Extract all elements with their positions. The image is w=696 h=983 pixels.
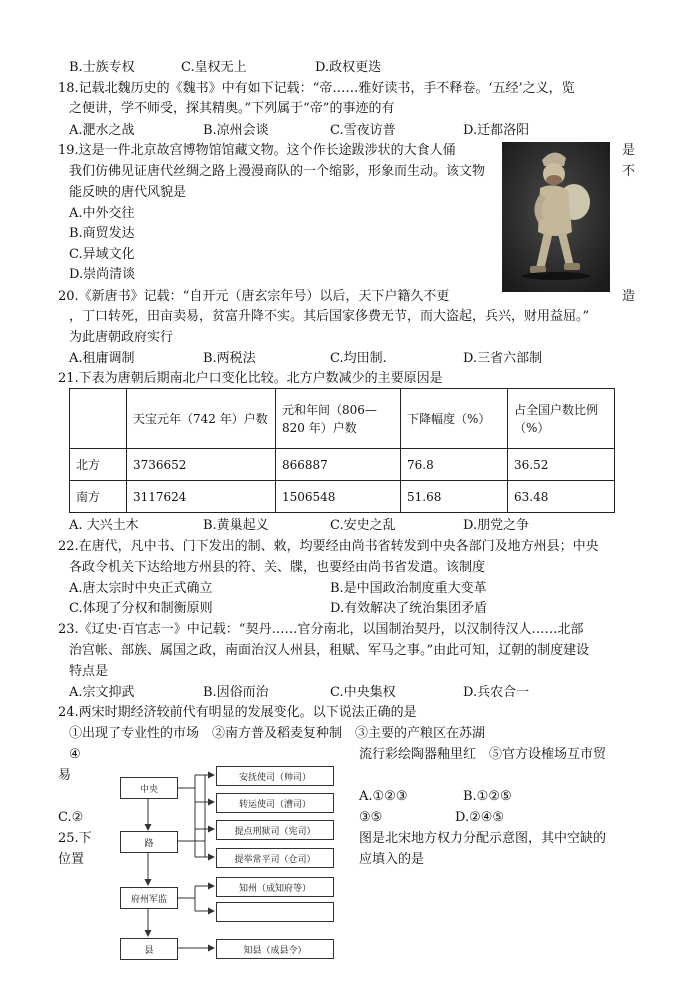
q20-line-3: 为此唐朝政府实行 <box>69 330 174 345</box>
diagram-box-tidian: 提点刑狱司（宪司） <box>216 820 334 840</box>
q24-line-1: 24.两宋时期经济较前代有明显的发展变化。以下说法正确的是 <box>58 705 417 720</box>
q20-option-c: C.均田制. <box>330 351 387 366</box>
q24-option-d: D.②④⑤ <box>455 810 505 825</box>
q17-option-d: D.政权更迭 <box>315 60 382 75</box>
diagram-box-lu: 路 <box>120 831 178 853</box>
table-cell: 36.52 <box>508 449 615 481</box>
q23-line-2: 治宫帐、部族、属国之政，南面治汉人州县，租赋、军马之事。”由此可知，辽朝的制度建设 <box>69 643 590 658</box>
table-header-cell: 天宝元年（742 年）户数 <box>127 389 276 449</box>
q18-line-2: 之便讲，学不师受，探其精奥。”下列属于“帝”的事迹的有 <box>69 101 395 116</box>
diagram-box-tiju: 提举常平司（仓司） <box>216 848 334 868</box>
q20-option-b: B.两税法 <box>203 351 256 366</box>
q17-option-b: B.士族专权 <box>69 60 135 75</box>
q23-option-a: A.宗文抑武 <box>69 685 135 700</box>
q18-option-b: B.凉州会谈 <box>203 123 269 138</box>
q21-option-b: B.黄巢起义 <box>203 518 269 533</box>
q25-position: 位置 <box>58 852 85 867</box>
q18-option-d: D.迁都洛阳 <box>463 123 530 138</box>
q20-option-a: A.租庸调制 <box>69 351 135 366</box>
q19-option-b: B.商贸发达 <box>69 226 135 241</box>
q19-option-a: A.中外交往 <box>69 206 135 221</box>
table-header-cell: 元和年间（806—820 年）户数 <box>276 389 401 449</box>
table-cell: 51.68 <box>401 481 508 513</box>
diagram-box-fuzhou: 府州军监 <box>120 887 178 909</box>
q18-option-c: C.雪夜访普 <box>330 123 396 138</box>
q23-option-d: D.兵农合一 <box>463 685 530 700</box>
q24-line-3: 流行彩绘陶器釉里红 ⑤官方设榷场互市贸 <box>359 747 607 762</box>
diagram-box-zhongyang: 中央 <box>120 777 178 799</box>
diagram-box-anfu: 安抚使司（帅司） <box>216 766 334 786</box>
q20-line-1: 20.《新唐书》记载：“自开元（唐玄宗年号）以后，天下户籍久不更 <box>58 289 450 304</box>
diagram-box-blank <box>216 902 334 922</box>
q18-option-a: A.淝水之战 <box>69 123 135 138</box>
q24-option-b: B.①②⑤ <box>463 789 512 804</box>
q18-line-1: 18.记载北魏历史的《魏书》中有如下记载：“帝……雅好读书，手不释卷。‘五经’之义，览 <box>58 81 575 96</box>
q22-line-1: 22.在唐代，凡中书、门下发出的制、敕，均要经由尚书省转发到中央各部门及地方州县；中央 <box>58 539 599 554</box>
q19-line-1-end: 是 <box>622 143 636 158</box>
q21-option-c: C.安史之乱 <box>330 518 396 533</box>
diagram-box-zhizhou: 知州（成知府等） <box>216 877 334 897</box>
diagram-box-zhixian: 知县（成县令） <box>216 939 334 959</box>
table-header-cell: 下降幅度（%） <box>401 389 508 449</box>
q23-option-c: C.中央集权 <box>330 685 396 700</box>
q25-text-1: 图是北宋地方权力分配示意图，其中空缺的 <box>359 831 607 846</box>
table-cell: 866887 <box>276 449 401 481</box>
q24-option-a: A.①②③ <box>359 789 408 804</box>
q21-option-a: A. 大兴土木 <box>69 518 139 533</box>
table-cell: 1506548 <box>276 481 401 513</box>
q21-line-1: 21.下表为唐朝后期南北户口变化比较。北方户数减少的主要原因是 <box>58 371 443 386</box>
table-cell: 北方 <box>70 449 127 481</box>
q22-option-c: C.体现了分权和制衡原则 <box>69 601 213 616</box>
q20-line-1-end: 造 <box>622 289 636 304</box>
q22-option-d: D.有效解决了统治集团矛盾 <box>330 601 488 616</box>
q22-option-a: A.唐太宗时中央正式确立 <box>69 581 213 596</box>
table-cell: 南方 <box>70 481 127 513</box>
q24-line-2: ①出现了专业性的市场 ②南方普及稻麦复种制 ③主要的产粮区在苏湖 <box>69 726 486 741</box>
q24-line-4: 易 <box>58 768 72 783</box>
table-cell: 63.48 <box>508 481 615 513</box>
q19-line-2: 我们仿佛见证唐代丝绸之路上漫漫商队的一个缩影，形象而生动。该文物 <box>69 164 486 179</box>
q23-line-3: 特点是 <box>69 664 109 679</box>
q17-option-c: C.皇权无上 <box>181 60 247 75</box>
q22-line-2: 各政令机关下达给地方州县的符、关、牒，也要经由尚书省发遣。该制度 <box>69 560 486 575</box>
q20-option-d: D.三省六部制 <box>463 351 543 366</box>
q19-line-3: 能反映的唐代风貌是 <box>69 185 187 200</box>
diagram-box-xian: 县 <box>120 938 178 960</box>
q25-text-2: 应填入的是 <box>359 852 425 867</box>
q24-option-c-rest: ③⑤ <box>359 810 383 825</box>
q23-line-1: 23.《辽史·百官志一》中记载：“契丹……官分南北，以国制治契丹，以汉制待汉人……北部 <box>58 622 584 637</box>
q19-line-1: 19.这是一件北京故宫博物馆馆藏文物。这个作长途跋涉状的大食人俑 <box>58 143 456 158</box>
q21-option-d: D.朋党之争 <box>463 518 530 533</box>
q20-line-2: ，丁口转死，田亩卖易，贫富升降不实。其后国家侈费无节，而大盗起，兵兴，财用益屈。” <box>69 309 590 324</box>
q19-line-2-end: 不 <box>622 164 636 179</box>
table-cell: 3736652 <box>127 449 276 481</box>
q22-option-b: B.是中国政治制度重大变革 <box>330 581 487 596</box>
table-cell: 76.8 <box>401 449 508 481</box>
q19-option-c: C.异域文化 <box>69 247 135 262</box>
q24-item-4-num: ④ <box>69 747 81 762</box>
diagram-box-zhuanyun: 转运使司（漕司） <box>216 793 334 813</box>
q23-option-b: B.因俗而治 <box>203 685 269 700</box>
table-header-cell: 占全国户数比例（%） <box>508 389 615 449</box>
q25-number: 25.下 <box>58 831 92 846</box>
q19-option-d: D.崇尚清谈 <box>69 267 136 282</box>
table-cell: 3117624 <box>127 481 276 513</box>
q24-option-c-prefix: C.② <box>58 810 84 825</box>
